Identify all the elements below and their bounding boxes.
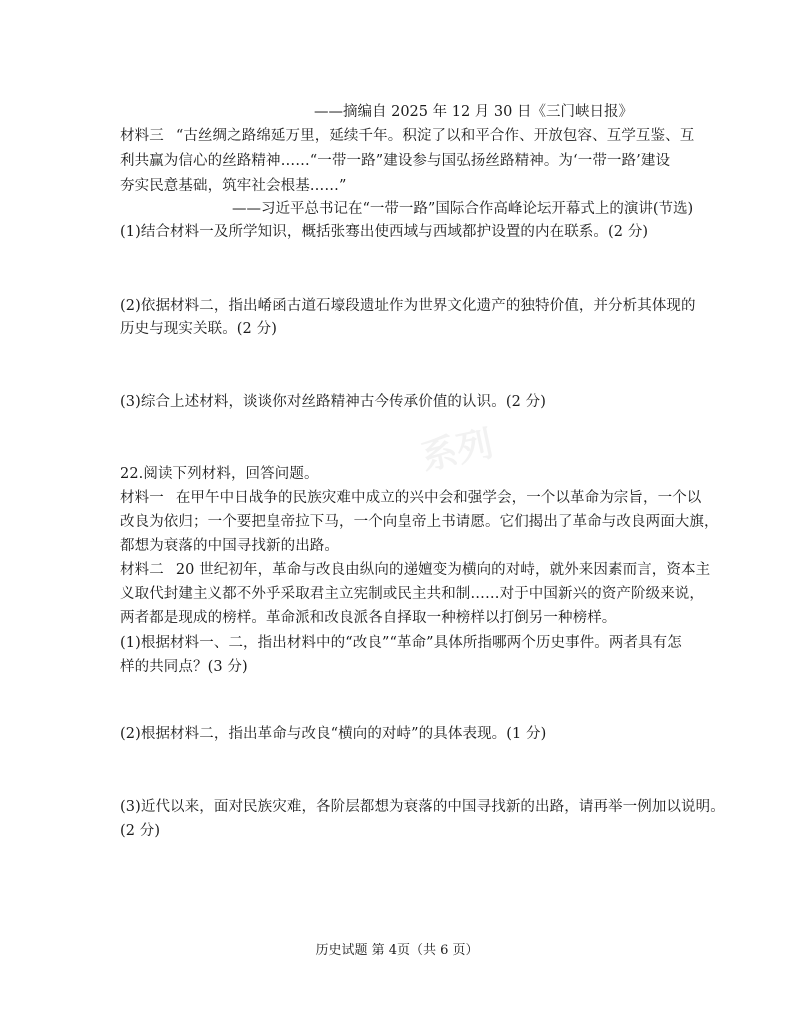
material3-top-source: ——摘编自 2025 年 12 月 30 日《三门峡日报》 <box>314 104 633 120</box>
q21-question2-line1: (2)依据材料二，指出崤函古道石壕段遗址作为世界文化遗产的独特价值，并分析其体现的 <box>120 298 696 314</box>
q22-question1-line1: (1)根据材料一、二，指出材料中的“改良”“革命”具体所指哪两个历史事件。两者具有怎 <box>120 635 682 651</box>
q22-material1-label: 材料一 <box>120 490 164 506</box>
page-footer: 历史试题 第 4页（共 6 页） <box>315 943 479 958</box>
q22-material2-line3: 两者都是现成的榜样。革命派和改良派各自择取一种榜样以打倒另一种榜样。 <box>120 610 617 626</box>
material3-line2: 利共赢为信心的丝路精神……“一带一路”建设参与国弘扬丝路精神。为‘一带一路’建设 <box>120 153 671 169</box>
q22-material2-text-line1: 20 世纪初年，革命与改良由纵向的递嬗变为横向的对峙，就外来因素而言，资本主 <box>175 562 711 578</box>
watermark-text: 系列 <box>417 423 497 479</box>
material3-label: 材料三 <box>120 128 164 144</box>
material3-text-line1: “古丝绸之路绵延万里，延续千年。积淀了以和平合作、开放包容、互学互鉴、互 <box>175 128 695 144</box>
q22-material1-line3: 都想为衰落的中国寻找新的出路。 <box>120 538 339 554</box>
q22-material1-text-line1: 在甲午中日战争的民族灾难中成立的兴中会和强学会，一个以革命为宗旨，一个以 <box>175 490 702 506</box>
q22-heading: 22.阅读下列材料，回答问题。 <box>120 466 319 482</box>
q22-material1-line1 <box>120 488 702 508</box>
material3-line3: 夯实民意基础，筑牢社会根基……” <box>120 178 347 194</box>
q22-material1-line2: 改良为依归；一个要把皇帝拉下马，一个向皇帝上书请愿。它们揭出了革命与改良两面大旗， <box>120 514 719 530</box>
q22-question3-line1: (3)近代以来，面对民族灾难，各阶层都想为衰落的中国寻找新的出路，请再举一例加以说明。 <box>120 799 725 815</box>
material3-line1 <box>120 126 695 146</box>
q22-material2-line2: 义取代封建主义都不外乎采取君主立宪制或民主共和制……对于中国新兴的资产阶级来说， <box>120 586 704 602</box>
q21-question3: (3)综合上述材料，谈谈你对丝路精神古今传承价值的认识。(2 分) <box>120 394 546 410</box>
q22-question3-line2: (2 分) <box>120 823 161 839</box>
q22-material2-label: 材料二 <box>120 562 164 578</box>
q21-question1: (1)结合材料一及所学知识，概括张骞出使西域与西域都护设置的内在联系。(2 分) <box>120 224 649 240</box>
material3-source: ——习近平总书记在“一带一路”国际合作高峰论坛开幕式上的演讲(节选) <box>232 201 694 217</box>
q22-question1-line2: 样的共同点？(3 分) <box>120 659 248 675</box>
q22-question2: (2)根据材料二，指出革命与改良“横向的对峙”的具体表现。(1 分) <box>120 726 547 742</box>
q21-question2-line2: 历史与现实关联。(2 分) <box>120 321 277 337</box>
q22-material2-line1 <box>120 560 711 580</box>
